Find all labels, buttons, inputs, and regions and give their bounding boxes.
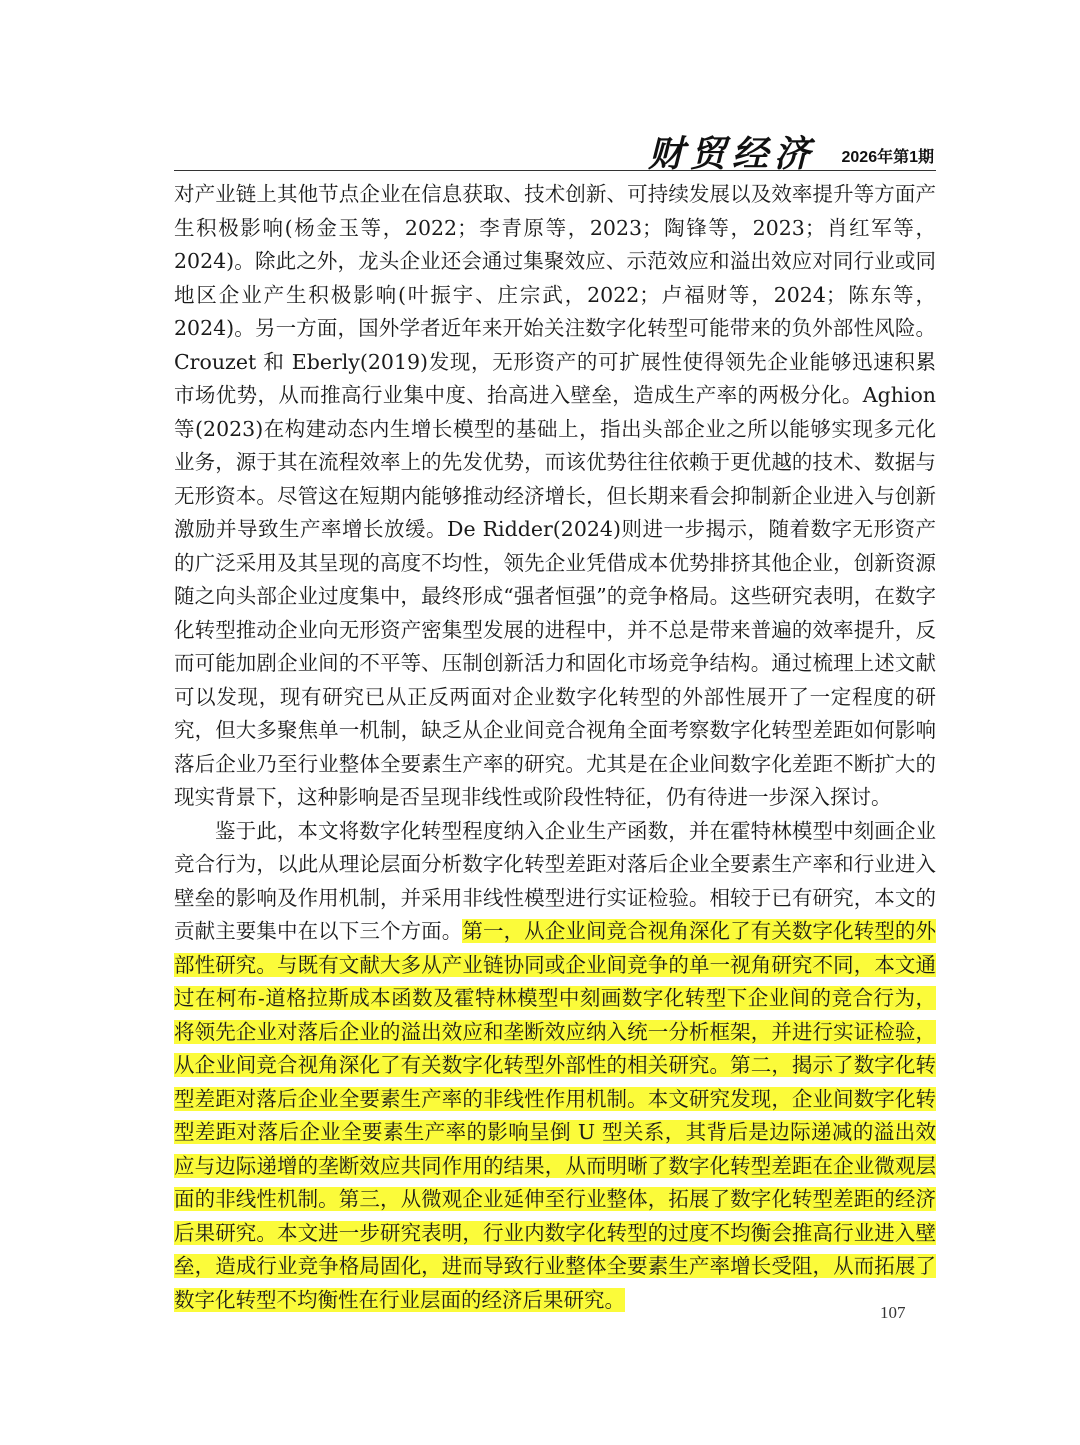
issue-label: 2026年第1期 xyxy=(841,149,934,166)
contributions-intro: 鉴于此，本文将数字化转型程度纳入企业生产函数，并在霍特林模型中刻画企业竞合行为，以此从理论层面分析数字化转型差距对落后企业全要素生产率和行业进入壁垒的影响及作用机制，并采用非线性模型进行实证检验。相较于已有研究，本文的贡献主要集中在以下三个方面。 xyxy=(174,818,936,943)
article-body xyxy=(174,178,936,1317)
paragraph-literature-review: 对产业链上其他节点企业在信息获取、技术创新、可持续发展以及效率提升等方面产生积极影响(杨金玉等，2022；李青原等，2023；陶锋等，2023；肖红军等，2024)。除此之外，龙头企业还会通过集聚效应、示范效应和溢出效应对同行业或同地区企业产生积极影响(叶振宇、庄宗武，2022；卢福财等，2024；陈东等，2024)。另一方面，国外学者近年来开始关注数字化转型可能带来的负外部性风险。Crouzet 和 Eberly(2019)发现，无形资产的可扩展性使得领先企业能够迅速积累市场优势，从而推高行业集中度、抬高进入壁垒，造成生产率的两极分化。Aghion 等(2023)在构建动态内生增长模型的基础上，指出头部企业之所以能够实现多元化业务，源于其在流程效率上的先发优势，而该优势往往依赖于更优越的技术、数据与无形资本。尽管这在短期内能够推动经济增长，但长期来看会抑制新企业进入与创新激励并导致生产率增长放缓。De Ridder(2024)则进一步揭示，随着数字无形资产的广泛采用及其呈现的高度不均性，领先企业凭借成本优势排挤其他企业，创新资源随之向头部企业过度集中，最终形成“强者恒强”的竞争格局。这些研究表明，在数字化转型推动企业向无形资产密集型发展的进程中，并不总是带来普遍的效率提升，反而可能加剧企业间的不平等、压制创新活力和固化市场竞争结构。通过梳理上述文献可以发现，现有研究已从正反两面对企业数字化转型的外部性展开了一定程度的研究，但大多聚焦单一机制，缺乏从企业间竞合视角全面考察数字化转型差距如何影响落后企业乃至行业整体全要素生产率的研究。尤其是在企业间数字化差距不断扩大的现实背景下，这种影响是否呈现非线性或阶段性特征，仍有待进一步深入探讨。 xyxy=(174,182,936,809)
page-number: 107 xyxy=(880,1303,906,1322)
highlight-contributions-detail[interactable]: 与既有文献大多从产业链协同或企业间竞争的单一视角研究不同，本文通过在柯布-道格拉斯成本函数及霍特林模型中刻画数字化转型下企业间的竞合行为，将领先企业对落后企业的溢出效应和垄断效应纳入统一分析框架，并进行实证检验，从企业间竞合视角深化了有关数字化转型外部性的相关研究。第二，揭示了数字化转型差距对落后企业全要素生产率的非线性作用机制。本文研究发现，企业间数字化转型差距对落后企业全要素生产率的影响呈倒 U 型关系，其背后是边际递减的溢出效应与边际递增的垄断效应共同作用的结果，从而明晰了数字化转型差距在企业微观层面的非线性机制。第三，从微观企业延伸至行业整体，拓展了数字化转型差距的经济后果研究。本文进一步研究表明，行业内数字化转型的过度不均衡会推高行业进入壁垒，造成行业竞争格局固化，进而导致行业整体全要素生产率增长受阻，从而拓展了数字化转型不均衡性在行业层面的经济后果研究。 xyxy=(174,952,937,1312)
running-header xyxy=(174,122,936,175)
journal-title: 财贸经济 xyxy=(647,133,816,175)
highlight-first-contribution[interactable]: 第一，从企业间竞合视角深化了有关数字化转型的外部性研究。 xyxy=(174,919,937,977)
paragraph-contributions xyxy=(174,815,936,1318)
